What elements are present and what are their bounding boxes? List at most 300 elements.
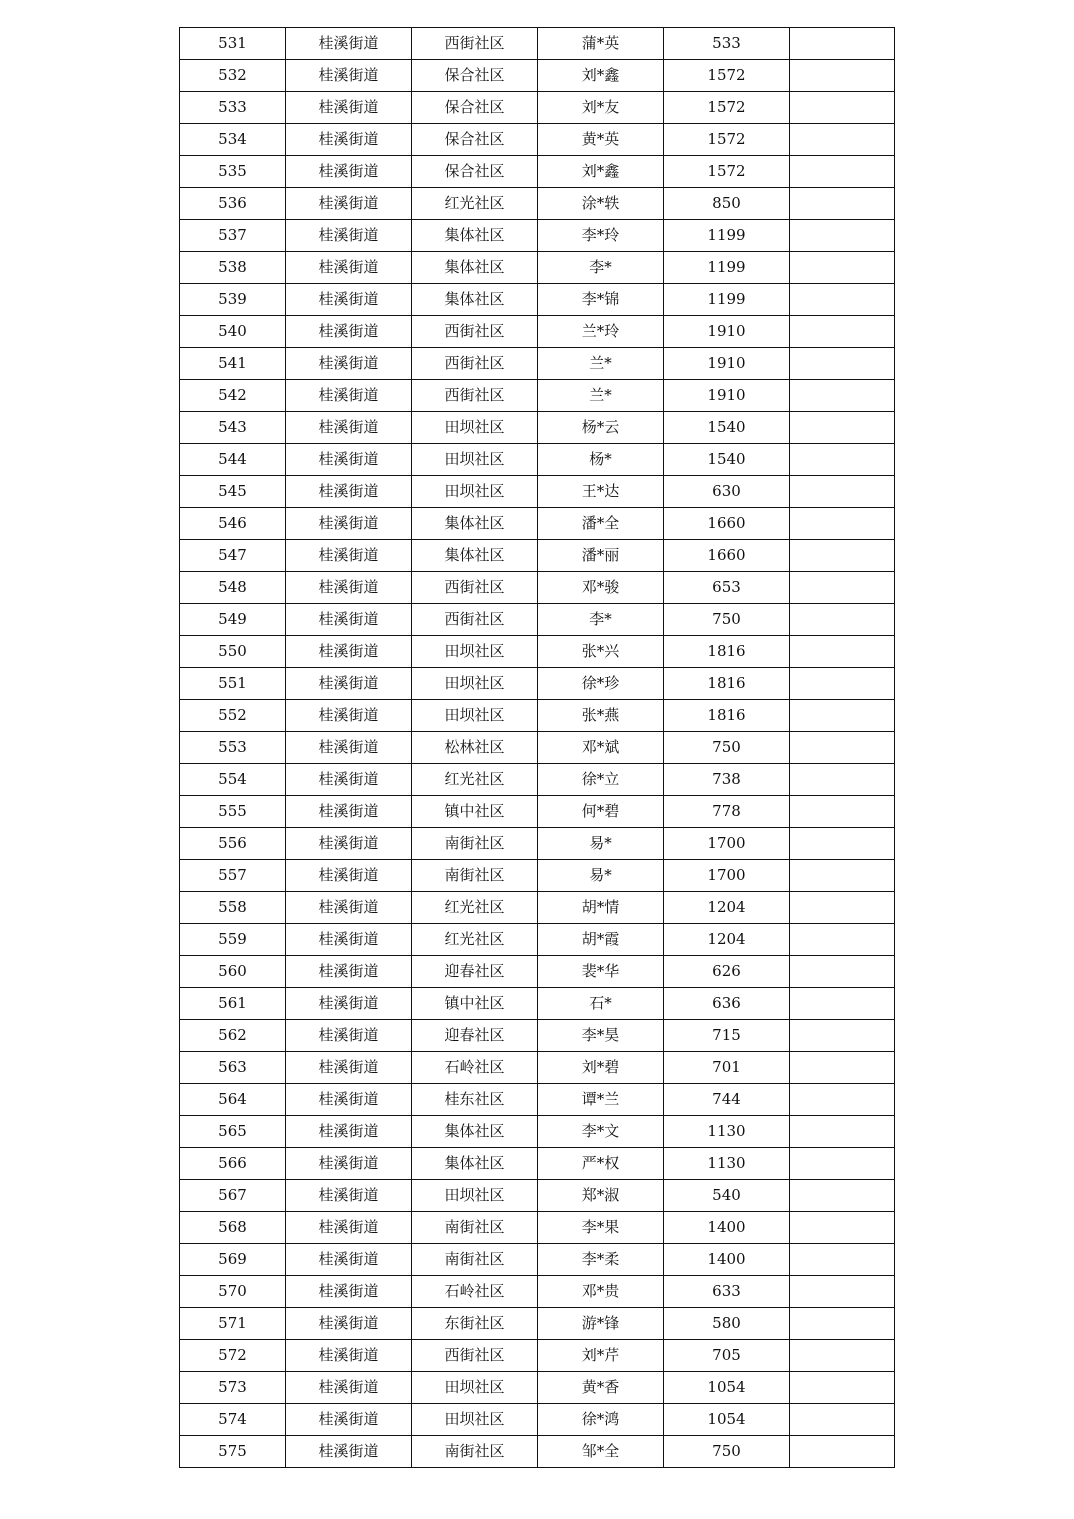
name-cell: 刘*芹	[538, 1340, 664, 1372]
community-cell: 镇中社区	[412, 796, 538, 828]
row-number-cell: 554	[180, 764, 286, 796]
community-cell: 田坝社区	[412, 1372, 538, 1404]
row-number-cell: 573	[180, 1372, 286, 1404]
row-number-cell: 540	[180, 316, 286, 348]
row-number-cell: 571	[180, 1308, 286, 1340]
amount-cell: 1572	[664, 124, 790, 156]
row-number-cell: 544	[180, 444, 286, 476]
table-row	[180, 1116, 895, 1148]
name-cell: 郑*淑	[538, 1180, 664, 1212]
remark-cell	[790, 892, 895, 924]
row-number-cell: 556	[180, 828, 286, 860]
table-row	[180, 924, 895, 956]
row-number-cell: 552	[180, 700, 286, 732]
street-cell: 桂溪街道	[286, 1116, 412, 1148]
community-cell: 保合社区	[412, 60, 538, 92]
name-cell: 黄*英	[538, 124, 664, 156]
street-cell: 桂溪街道	[286, 1052, 412, 1084]
amount-cell: 1572	[664, 60, 790, 92]
community-cell: 红光社区	[412, 188, 538, 220]
amount-cell: 1700	[664, 828, 790, 860]
row-number-cell: 550	[180, 636, 286, 668]
name-cell: 李*玲	[538, 220, 664, 252]
amount-cell: 1199	[664, 220, 790, 252]
name-cell: 徐*珍	[538, 668, 664, 700]
remark-cell	[790, 668, 895, 700]
community-cell: 西街社区	[412, 28, 538, 60]
name-cell: 徐*鸿	[538, 1404, 664, 1436]
name-cell: 邓*骏	[538, 572, 664, 604]
row-number-cell: 572	[180, 1340, 286, 1372]
name-cell: 李*昊	[538, 1020, 664, 1052]
row-number-cell: 537	[180, 220, 286, 252]
row-number-cell: 535	[180, 156, 286, 188]
table-row	[180, 92, 895, 124]
name-cell: 胡*霞	[538, 924, 664, 956]
row-number-cell: 564	[180, 1084, 286, 1116]
amount-cell: 1199	[664, 252, 790, 284]
name-cell: 杨*云	[538, 412, 664, 444]
community-cell: 田坝社区	[412, 476, 538, 508]
amount-cell: 1660	[664, 508, 790, 540]
row-number-cell: 534	[180, 124, 286, 156]
remark-cell	[790, 476, 895, 508]
name-cell: 兰*	[538, 348, 664, 380]
street-cell: 桂溪街道	[286, 892, 412, 924]
amount-cell: 850	[664, 188, 790, 220]
remark-cell	[790, 732, 895, 764]
row-number-cell: 532	[180, 60, 286, 92]
table-row	[180, 1276, 895, 1308]
remark-cell	[790, 1084, 895, 1116]
street-cell: 桂溪街道	[286, 540, 412, 572]
street-cell: 桂溪街道	[286, 508, 412, 540]
street-cell: 桂溪街道	[286, 316, 412, 348]
table-row	[180, 956, 895, 988]
street-cell: 桂溪街道	[286, 1148, 412, 1180]
street-cell: 桂溪街道	[286, 1340, 412, 1372]
table-row	[180, 1020, 895, 1052]
name-cell: 李*文	[538, 1116, 664, 1148]
row-number-cell: 568	[180, 1212, 286, 1244]
table-row	[180, 1372, 895, 1404]
name-cell: 李*	[538, 604, 664, 636]
street-cell: 桂溪街道	[286, 1308, 412, 1340]
name-cell: 兰*	[538, 380, 664, 412]
street-cell: 桂溪街道	[286, 988, 412, 1020]
table-row	[180, 828, 895, 860]
amount-cell: 1199	[664, 284, 790, 316]
table-body	[180, 28, 895, 1468]
remark-cell	[790, 60, 895, 92]
remark-cell	[790, 1404, 895, 1436]
name-cell: 易*	[538, 860, 664, 892]
table-row	[180, 284, 895, 316]
amount-cell: 1816	[664, 700, 790, 732]
remark-cell	[790, 284, 895, 316]
amount-cell: 744	[664, 1084, 790, 1116]
name-cell: 李*果	[538, 1212, 664, 1244]
community-cell: 南街社区	[412, 828, 538, 860]
table-row	[180, 1148, 895, 1180]
remark-cell	[790, 1116, 895, 1148]
remark-cell	[790, 124, 895, 156]
name-cell: 何*碧	[538, 796, 664, 828]
street-cell: 桂溪街道	[286, 636, 412, 668]
table-row	[180, 988, 895, 1020]
name-cell: 邹*全	[538, 1436, 664, 1468]
community-cell: 保合社区	[412, 92, 538, 124]
table-row	[180, 252, 895, 284]
remark-cell	[790, 1276, 895, 1308]
community-cell: 迎春社区	[412, 1020, 538, 1052]
community-cell: 南街社区	[412, 1212, 538, 1244]
community-cell: 田坝社区	[412, 636, 538, 668]
name-cell: 李*柔	[538, 1244, 664, 1276]
name-cell: 李*锦	[538, 284, 664, 316]
community-cell: 松林社区	[412, 732, 538, 764]
row-number-cell: 543	[180, 412, 286, 444]
community-cell: 西街社区	[412, 604, 538, 636]
row-number-cell: 538	[180, 252, 286, 284]
street-cell: 桂溪街道	[286, 1020, 412, 1052]
community-cell: 西街社区	[412, 316, 538, 348]
name-cell: 兰*玲	[538, 316, 664, 348]
community-cell: 西街社区	[412, 1340, 538, 1372]
street-cell: 桂溪街道	[286, 156, 412, 188]
remark-cell	[790, 252, 895, 284]
name-cell: 游*锋	[538, 1308, 664, 1340]
name-cell: 张*兴	[538, 636, 664, 668]
amount-cell: 1660	[664, 540, 790, 572]
name-cell: 王*达	[538, 476, 664, 508]
row-number-cell: 570	[180, 1276, 286, 1308]
amount-cell: 1910	[664, 348, 790, 380]
row-number-cell: 542	[180, 380, 286, 412]
remark-cell	[790, 380, 895, 412]
amount-cell: 1204	[664, 892, 790, 924]
table-row	[180, 1436, 895, 1468]
row-number-cell: 555	[180, 796, 286, 828]
table-row	[180, 732, 895, 764]
table-row	[180, 1180, 895, 1212]
table-row	[180, 28, 895, 60]
name-cell: 邓*贵	[538, 1276, 664, 1308]
row-number-cell: 569	[180, 1244, 286, 1276]
row-number-cell: 533	[180, 92, 286, 124]
community-cell: 红光社区	[412, 924, 538, 956]
community-cell: 迎春社区	[412, 956, 538, 988]
amount-cell: 750	[664, 1436, 790, 1468]
table-row	[180, 156, 895, 188]
amount-cell: 540	[664, 1180, 790, 1212]
remark-cell	[790, 828, 895, 860]
community-cell: 集体社区	[412, 540, 538, 572]
amount-cell: 1130	[664, 1148, 790, 1180]
row-number-cell: 553	[180, 732, 286, 764]
street-cell: 桂溪街道	[286, 284, 412, 316]
street-cell: 桂溪街道	[286, 956, 412, 988]
row-number-cell: 574	[180, 1404, 286, 1436]
street-cell: 桂溪街道	[286, 412, 412, 444]
name-cell: 徐*立	[538, 764, 664, 796]
community-cell: 集体社区	[412, 1148, 538, 1180]
table-row	[180, 604, 895, 636]
amount-cell: 1204	[664, 924, 790, 956]
amount-cell: 715	[664, 1020, 790, 1052]
community-cell: 桂东社区	[412, 1084, 538, 1116]
street-cell: 桂溪街道	[286, 252, 412, 284]
street-cell: 桂溪街道	[286, 1436, 412, 1468]
community-cell: 西街社区	[412, 380, 538, 412]
name-cell: 蒲*英	[538, 28, 664, 60]
name-cell: 涂*轶	[538, 188, 664, 220]
table-row	[180, 540, 895, 572]
row-number-cell: 558	[180, 892, 286, 924]
table-row	[180, 1212, 895, 1244]
table-row	[180, 220, 895, 252]
table-row	[180, 1052, 895, 1084]
remark-cell	[790, 444, 895, 476]
name-cell: 潘*全	[538, 508, 664, 540]
community-cell: 西街社区	[412, 348, 538, 380]
table-row	[180, 668, 895, 700]
community-cell: 南街社区	[412, 1244, 538, 1276]
amount-cell: 533	[664, 28, 790, 60]
table-row	[180, 1404, 895, 1436]
table-row	[180, 700, 895, 732]
remark-cell	[790, 1020, 895, 1052]
community-cell: 田坝社区	[412, 444, 538, 476]
row-number-cell: 545	[180, 476, 286, 508]
amount-cell: 1816	[664, 636, 790, 668]
amount-cell: 1130	[664, 1116, 790, 1148]
community-cell: 保合社区	[412, 124, 538, 156]
row-number-cell: 559	[180, 924, 286, 956]
name-cell: 刘*鑫	[538, 156, 664, 188]
amount-cell: 1054	[664, 1372, 790, 1404]
table-row	[180, 412, 895, 444]
table-row	[180, 636, 895, 668]
amount-cell: 1540	[664, 444, 790, 476]
table-row	[180, 380, 895, 412]
community-cell: 西街社区	[412, 572, 538, 604]
street-cell: 桂溪街道	[286, 604, 412, 636]
street-cell: 桂溪街道	[286, 572, 412, 604]
amount-cell: 1540	[664, 412, 790, 444]
street-cell: 桂溪街道	[286, 92, 412, 124]
remark-cell	[790, 764, 895, 796]
street-cell: 桂溪街道	[286, 124, 412, 156]
remark-cell	[790, 924, 895, 956]
street-cell: 桂溪街道	[286, 60, 412, 92]
table-row	[180, 1244, 895, 1276]
amount-cell: 738	[664, 764, 790, 796]
street-cell: 桂溪街道	[286, 1244, 412, 1276]
name-cell: 刘*鑫	[538, 60, 664, 92]
remark-cell	[790, 92, 895, 124]
community-cell: 红光社区	[412, 892, 538, 924]
name-cell: 李*	[538, 252, 664, 284]
row-number-cell: 563	[180, 1052, 286, 1084]
amount-cell: 750	[664, 604, 790, 636]
community-cell: 南街社区	[412, 860, 538, 892]
row-number-cell: 536	[180, 188, 286, 220]
amount-cell: 705	[664, 1340, 790, 1372]
remark-cell	[790, 28, 895, 60]
street-cell: 桂溪街道	[286, 1372, 412, 1404]
table-row	[180, 796, 895, 828]
street-cell: 桂溪街道	[286, 668, 412, 700]
remark-cell	[790, 348, 895, 380]
street-cell: 桂溪街道	[286, 796, 412, 828]
remark-cell	[790, 1308, 895, 1340]
community-cell: 石岭社区	[412, 1052, 538, 1084]
table-row	[180, 316, 895, 348]
remark-cell	[790, 1340, 895, 1372]
amount-cell: 1910	[664, 316, 790, 348]
name-cell: 刘*碧	[538, 1052, 664, 1084]
name-cell: 胡*情	[538, 892, 664, 924]
street-cell: 桂溪街道	[286, 380, 412, 412]
table-row	[180, 1084, 895, 1116]
remark-cell	[790, 1372, 895, 1404]
community-cell: 集体社区	[412, 284, 538, 316]
street-cell: 桂溪街道	[286, 1180, 412, 1212]
row-number-cell: 560	[180, 956, 286, 988]
amount-cell: 1572	[664, 156, 790, 188]
amount-cell: 633	[664, 1276, 790, 1308]
community-cell: 红光社区	[412, 764, 538, 796]
row-number-cell: 566	[180, 1148, 286, 1180]
row-number-cell: 567	[180, 1180, 286, 1212]
street-cell: 桂溪街道	[286, 1084, 412, 1116]
name-cell: 严*权	[538, 1148, 664, 1180]
table-row	[180, 476, 895, 508]
name-cell: 刘*友	[538, 92, 664, 124]
amount-cell: 1400	[664, 1212, 790, 1244]
remark-cell	[790, 700, 895, 732]
street-cell: 桂溪街道	[286, 700, 412, 732]
row-number-cell: 551	[180, 668, 286, 700]
street-cell: 桂溪街道	[286, 732, 412, 764]
table-row	[180, 124, 895, 156]
street-cell: 桂溪街道	[286, 220, 412, 252]
row-number-cell: 548	[180, 572, 286, 604]
remark-cell	[790, 860, 895, 892]
row-number-cell: 547	[180, 540, 286, 572]
table-row	[180, 508, 895, 540]
amount-cell: 580	[664, 1308, 790, 1340]
street-cell: 桂溪街道	[286, 28, 412, 60]
community-cell: 东街社区	[412, 1308, 538, 1340]
community-cell: 田坝社区	[412, 1404, 538, 1436]
community-cell: 集体社区	[412, 220, 538, 252]
row-number-cell: 541	[180, 348, 286, 380]
street-cell: 桂溪街道	[286, 348, 412, 380]
community-cell: 石岭社区	[412, 1276, 538, 1308]
row-number-cell: 562	[180, 1020, 286, 1052]
row-number-cell: 565	[180, 1116, 286, 1148]
amount-cell: 653	[664, 572, 790, 604]
amount-cell: 750	[664, 732, 790, 764]
remark-cell	[790, 1436, 895, 1468]
remark-cell	[790, 412, 895, 444]
row-number-cell: 549	[180, 604, 286, 636]
street-cell: 桂溪街道	[286, 860, 412, 892]
remark-cell	[790, 156, 895, 188]
community-cell: 保合社区	[412, 156, 538, 188]
name-cell: 潘*丽	[538, 540, 664, 572]
table-row	[180, 1340, 895, 1372]
amount-cell: 626	[664, 956, 790, 988]
name-cell: 石*	[538, 988, 664, 1020]
table-row	[180, 892, 895, 924]
street-cell: 桂溪街道	[286, 764, 412, 796]
community-cell: 集体社区	[412, 508, 538, 540]
remark-cell	[790, 572, 895, 604]
amount-cell: 1572	[664, 92, 790, 124]
remark-cell	[790, 188, 895, 220]
remark-cell	[790, 1212, 895, 1244]
community-cell: 田坝社区	[412, 668, 538, 700]
street-cell: 桂溪街道	[286, 444, 412, 476]
name-cell: 易*	[538, 828, 664, 860]
table-row	[180, 1308, 895, 1340]
row-number-cell: 546	[180, 508, 286, 540]
amount-cell: 1816	[664, 668, 790, 700]
name-cell: 谭*兰	[538, 1084, 664, 1116]
amount-cell: 1910	[664, 380, 790, 412]
table-row	[180, 572, 895, 604]
remark-cell	[790, 796, 895, 828]
remark-cell	[790, 1180, 895, 1212]
name-cell: 杨*	[538, 444, 664, 476]
remark-cell	[790, 956, 895, 988]
remark-cell	[790, 988, 895, 1020]
remark-cell	[790, 636, 895, 668]
street-cell: 桂溪街道	[286, 1212, 412, 1244]
remark-cell	[790, 316, 895, 348]
name-cell: 邓*斌	[538, 732, 664, 764]
row-number-cell: 539	[180, 284, 286, 316]
table-row	[180, 348, 895, 380]
row-number-cell: 531	[180, 28, 286, 60]
remark-cell	[790, 604, 895, 636]
table-row	[180, 60, 895, 92]
amount-cell: 778	[664, 796, 790, 828]
row-number-cell: 561	[180, 988, 286, 1020]
street-cell: 桂溪街道	[286, 188, 412, 220]
table-row	[180, 444, 895, 476]
street-cell: 桂溪街道	[286, 828, 412, 860]
street-cell: 桂溪街道	[286, 924, 412, 956]
row-number-cell: 575	[180, 1436, 286, 1468]
amount-cell: 630	[664, 476, 790, 508]
table-row	[180, 188, 895, 220]
remark-cell	[790, 1052, 895, 1084]
remark-cell	[790, 220, 895, 252]
amount-cell: 636	[664, 988, 790, 1020]
row-number-cell: 557	[180, 860, 286, 892]
community-cell: 集体社区	[412, 252, 538, 284]
remark-cell	[790, 1148, 895, 1180]
community-cell: 南街社区	[412, 1436, 538, 1468]
amount-cell: 701	[664, 1052, 790, 1084]
community-cell: 田坝社区	[412, 700, 538, 732]
community-cell: 田坝社区	[412, 412, 538, 444]
remark-cell	[790, 1244, 895, 1276]
